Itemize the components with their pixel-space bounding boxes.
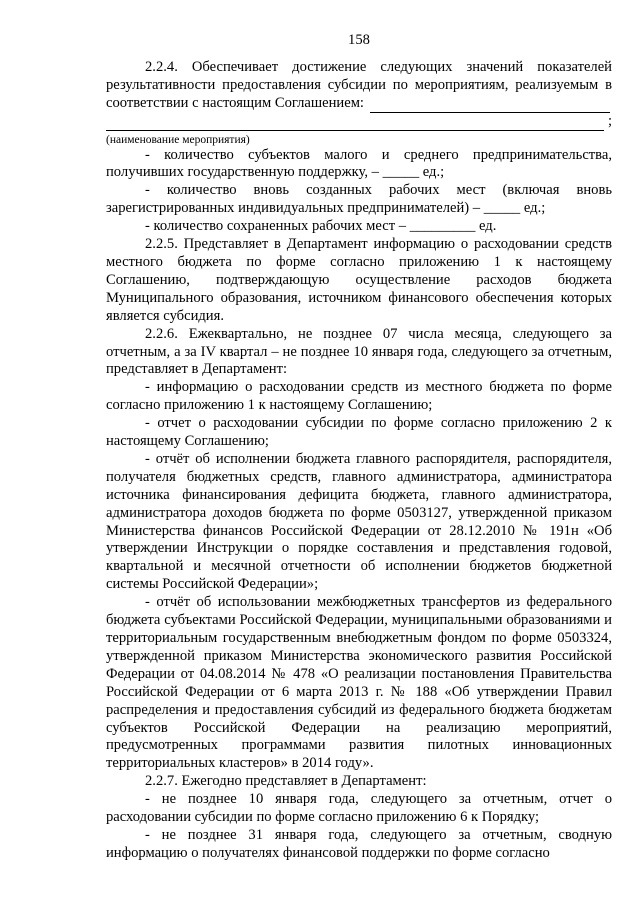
s224-item1b: получивших государственную поддержку, – _____ ед.; xyxy=(106,164,445,181)
s226-intro: 2.2.6. Ежеквартально, не позднее 07 числа месяца, следующего за отчетным, а за IV квартал – не позднее 10 января года, следующего за отчетным, представляет в Департамент: xyxy=(106,325,612,378)
document-page xyxy=(106,32,612,863)
s224-line4 xyxy=(106,113,612,131)
s224-caption: (наименование мероприятия) xyxy=(106,133,250,146)
s226-item2: - отчет о расходовании субсидии по форме согласно приложению 2 к настоящему Соглашению; xyxy=(106,415,612,450)
blank-line xyxy=(370,98,610,113)
s225-paragraph: 2.2.5. Представляет в Департамент информацию о расходовании средств местного бюджета по форме согласно приложению 1 к настоящему Соглашению, подтверждающую осуществление расходов бюджета Муниципального образования, источником финансового обеспечения которых является субсидия. xyxy=(106,236,612,324)
s224-item3: - количество сохраненных рабочих мест – _________ ед. xyxy=(145,218,497,235)
s224-line3 xyxy=(106,95,612,113)
s224-line3-text: соответствии с настоящим Соглашением: xyxy=(106,94,364,111)
s224-line2: результативности предоставления субсидии по мероприятиям, реализуемым в xyxy=(106,76,612,93)
s226-item1: - информацию о расходовании средств из местного бюджета по форме согласно приложению 1 к настоящему Соглашению; xyxy=(106,379,612,414)
s227-intro: 2.2.7. Ежегодно представляет в Департамент: xyxy=(145,773,427,790)
s224-line4-end: ; xyxy=(607,112,612,129)
page-number: 158 xyxy=(348,32,370,48)
s226-item3: - отчёт об исполнении бюджета главного распорядителя, распорядителя, получателя бюджетных средств, главного администратора, администратора источника финансирования дефицита бюджета, главного администратора, администратора доходов бюджета по форме 0503127, утвержденной приказом Министерства финансов Российской Федерации от 28.12.2010 № 191н «Об утверждении Инструкции о порядке составления и представления годовой, квартальной и месячной отчетности об исполнении бюджетов бюджетной системы Российской Федерации»; xyxy=(106,450,612,593)
s226-item4: - отчёт об использовании межбюджетных трансфертов из федерального бюджета субъектами Российской Федерации, муниципальными образованиями и территориальным государственным внебюджетным фондом по форме 0503324, утвержденной приказом Министерства экономического развития Российской Федерации от 04.08.2014 № 478 «О реализации постановления Правительства Российской Федерации от 6 марта 2013 г. № 188 «Об утверждении Правил распределения и предоставления субсидий из федерального бюджета бюджетам субъектов Российской Федерации на реализацию мероприятий, предусмотренных программами развития пилотных инновационных территориальных кластеров» в 2014 году». xyxy=(106,594,612,772)
s227-item1: - не позднее 10 января года, следующего за отчетным, отчет о расходовании субсидии по форме согласно приложению 6 к Порядку; xyxy=(106,791,612,826)
s224-item2a: - количество вновь созданных рабочих мест (включая вновь xyxy=(145,182,612,199)
s224-line1: 2.2.4. Обеспечивает достижение следующих значений показателей xyxy=(145,58,612,75)
s224-item2b: зарегистрированных индивидуальных предпринимателей) – _____ ед.; xyxy=(106,200,546,217)
s224-item1a: - количество субъектов малого и среднего предпринимательства, xyxy=(145,146,612,163)
s227-item2: - не позднее 31 января года, следующего за отчетным, сводную информацию о получателях финансовой поддержки по форме согласно xyxy=(106,826,612,861)
blank-line xyxy=(106,116,604,131)
